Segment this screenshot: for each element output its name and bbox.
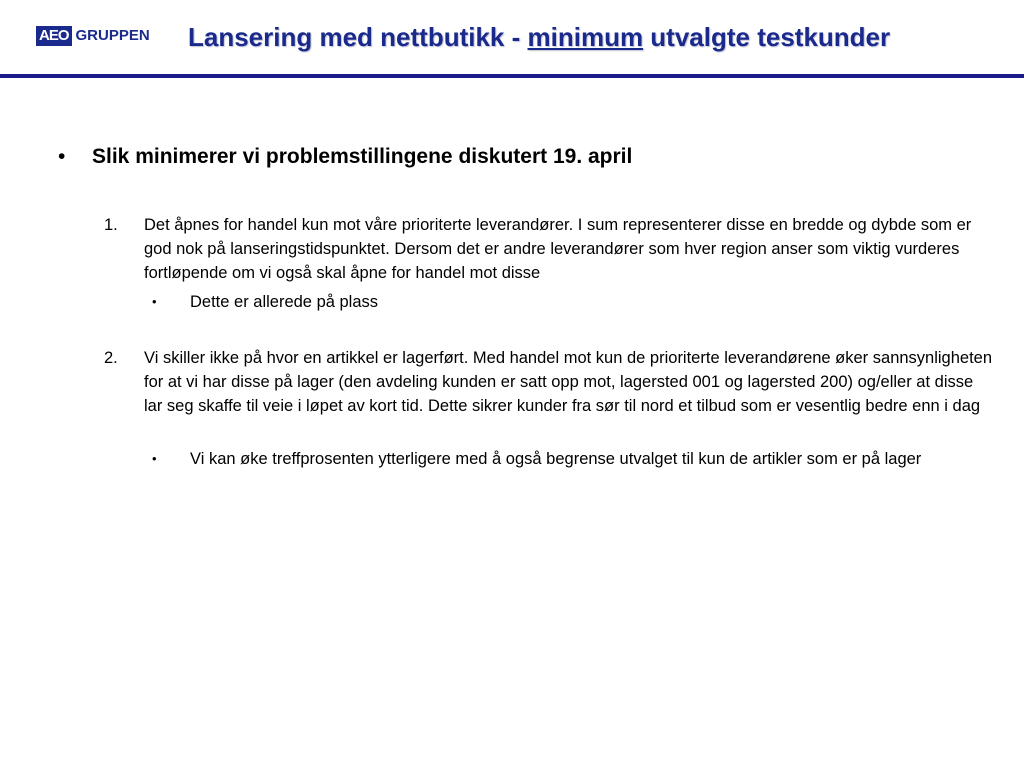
sub-bullet-icon: •	[152, 451, 157, 466]
slide-title	[188, 22, 890, 53]
sub-bullet-1	[150, 290, 990, 314]
logo-mark: AEO	[36, 26, 72, 46]
item-number: 2.	[104, 349, 118, 367]
main-bullet	[58, 144, 988, 170]
sub-bullet-text: Dette er allerede på plass	[190, 293, 379, 311]
numbered-item-2	[104, 346, 994, 418]
sub-bullet-icon: •	[152, 294, 157, 309]
numbered-item-1	[104, 213, 994, 285]
company-logo	[36, 25, 150, 47]
title-underlined-word: minimum	[527, 22, 644, 52]
item-text: Vi skiller ikke på hvor en artikkel er lagerført. Med handel mot kun de prioriterte leverandørene øker sannsynligheten for at vi har disse på lager (den avdeling kunden er satt opp mot, lagersted 001 og lagersted 200) og/eller at disse lar seg skaffe til veie i løpet av kort tid. Dette sikrer kunder fra sør til nord et tilbud som er vesentlig bedre enn i dag	[144, 349, 993, 415]
item-number: 1.	[104, 216, 118, 234]
item-text: Det åpnes for handel kun mot våre prioriterte leverandører. I sum representerer disse en bredde og dybde som er god nok på lanseringstidspunktet. Dersom det er andre leverandører som hver region anser som viktig vurderes fortløpende om vi også skal åpne for handel mot disse	[144, 216, 972, 282]
sub-bullet-text: Vi kan øke treffprosenten ytterligere med å også begrense utvalget til kun de artikler som er på lager	[190, 450, 922, 468]
logo-text: GRUPPEN	[75, 27, 150, 44]
sub-bullet-2	[150, 447, 990, 471]
main-bullet-text: Slik minimerer vi problemstillingene diskutert 19. april	[92, 145, 633, 168]
bullet-icon: •	[58, 145, 66, 168]
title-part-1: Lansering med nettbutikk -	[188, 22, 528, 52]
title-part-2: utvalgte testkunder	[643, 22, 891, 52]
title-divider	[0, 74, 1024, 78]
